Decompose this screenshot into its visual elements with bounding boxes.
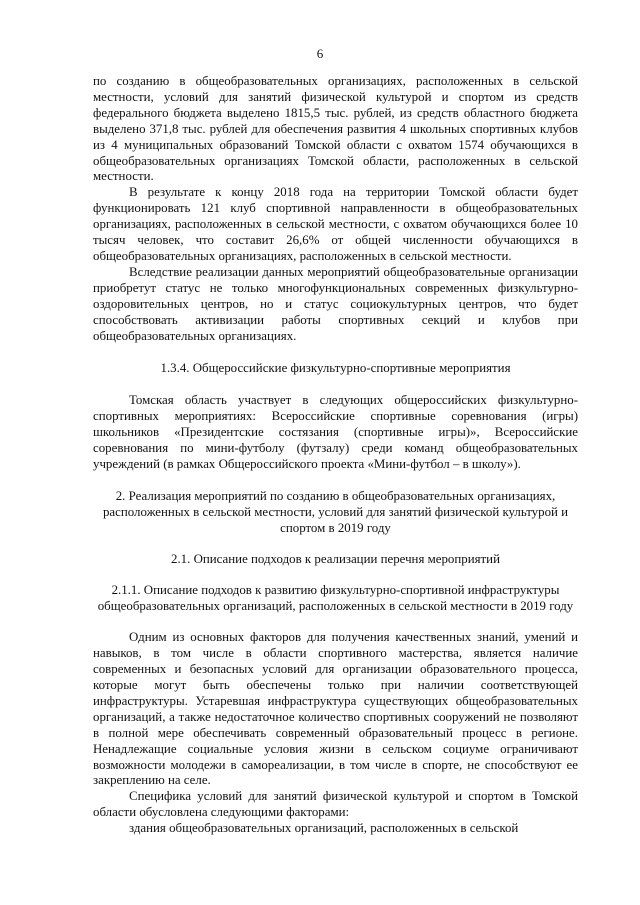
heading-2-1-1: 2.1.1. Описание подходов к развитию физкультурно-спортивной инфраструктуры общеобразовательных организаций, расположенных в сельской местности в 2019 году — [97, 583, 574, 614]
heading-2-1: 2.1. Описание подходов к реализации перечня мероприятий — [171, 551, 500, 566]
heading-2: 2. Реализация мероприятий по созданию в общеобразовательных организациях, расположенных в сельской местности, условий для занятий физической культурой и спортом в 2019 году — [102, 488, 569, 535]
paragraph-main-factors: Одним из основных факторов для получения качественных знаний, умений и навыков, в том числе в области спортивного мастерства, является наличие современных и безопасных условий для организации образовательного процесса, которые могут быть обеспечены только при наличии соответствующей инфраструктуры. Устаревшая инфраструктура существующих общеобразовательных организаций, а также недостаточное количество спортивных сооружений не позволяют в полной мере обеспечивать современный образовательный процесс в регионе. Ненадлежащие социальные условия жизни в сельском социуме ограничивают возможности молодежи в самореализации, в том числе в спорте, не способствуют ее закреплению на селе. — [93, 630, 578, 788]
paragraph-results-2018: В результате к концу 2018 года на территории Томской области будет функционировать 121 клуб спортивной направленности в общеобразовательных организациях, расположенных в сельской местности, с охватом обучающихся более 10 тысяч человек, что составит 26,6% от общей численности обучающихся в общеобразовательных организациях, расположенных в сельской местности. — [93, 185, 578, 263]
paragraph-events: Томская область участвует в следующих общероссийских физкультурно-спортивных мероприятиях: Всероссийские спортивные соревнования (игры) школьников «Президентские состязания (спортивные игры)», Всероссийские соревнования по мини-футболу (футзалу) среди команд общеобразовательных учреждений (в рамках Общероссийского проекта «Мини-футбол – в школу»). — [93, 393, 578, 471]
paragraph-consequence: Вследствие реализации данных мероприятий общеобразовательные организации приобретут статус не только многофункциональных современных физкультурно-оздоровительных центров, но и статус социокультурных центров, что будет способствовать активизации работы спортивных секций и клубов при общеобразовательных организациях. — [93, 264, 578, 343]
paragraph-specifics: Специфика условий для занятий физической культурой и спортом в Томской области обусловлена следующими факторами: — [93, 789, 578, 820]
page-body — [93, 74, 578, 837]
paragraph-buildings: здания общеобразовательных организаций, расположенных в сельской — [129, 821, 519, 836]
paragraph-funding: по созданию в общеобразовательных организациях, расположенных в сельской местности, условий для занятий физической культурой и спортом из средств федерального бюджета выделено 1815,5 тыс. рублей, из средств областного бюджета выделено 371,8 тыс. рублей для обеспечения развития 4 школьных спортивных клубов из 4 муниципальных образований Томской области с охватом 1574 обучающихся в общеобразовательных организациях Томской области, расположенных в сельской местности. — [93, 74, 578, 184]
heading-1-3-4: 1.3.4. Общероссийские физкультурно-спортивные мероприятия — [160, 361, 511, 376]
page-number: 6 — [316, 46, 324, 61]
